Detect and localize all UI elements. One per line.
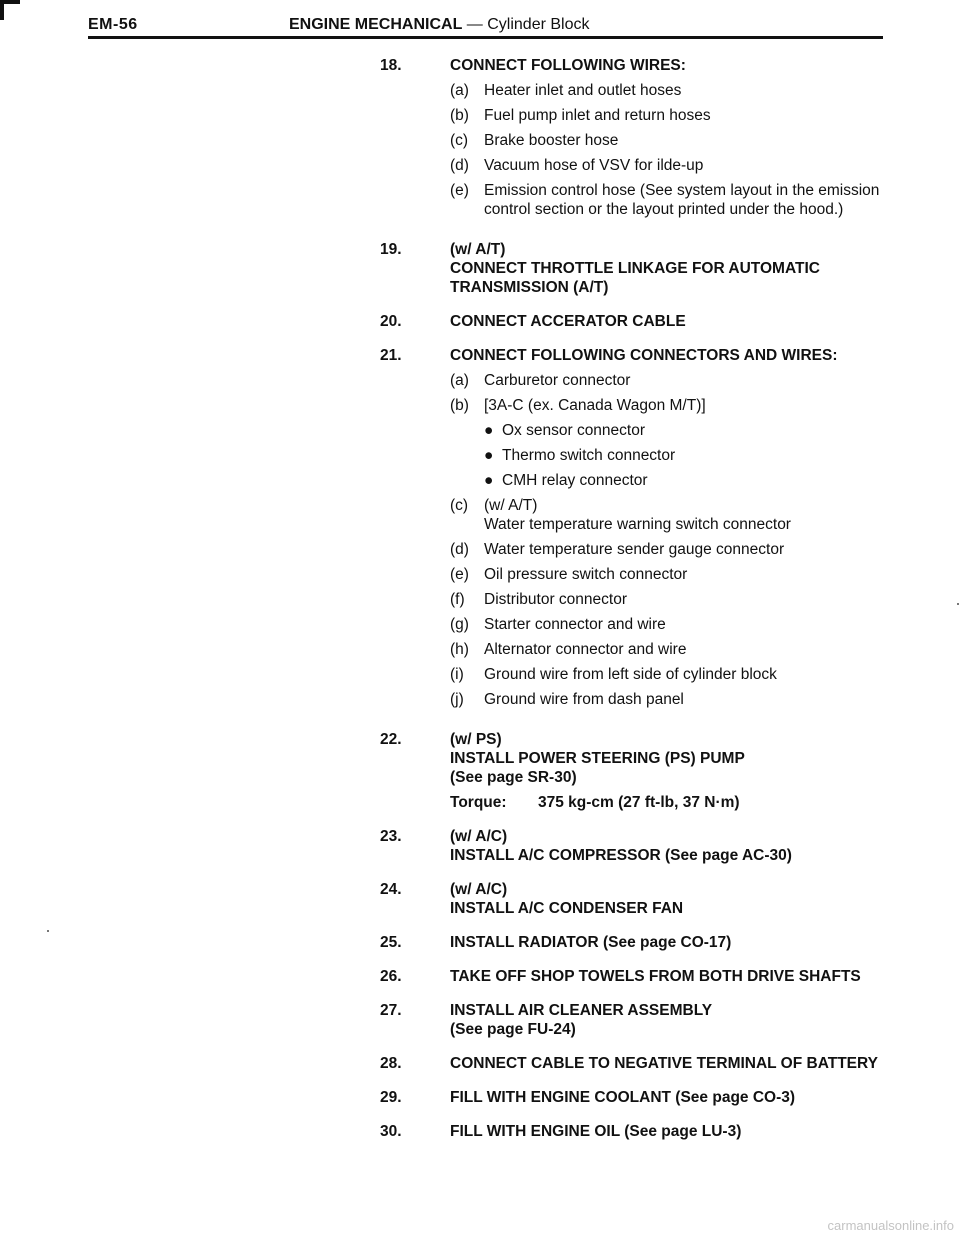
sub-item-text — [484, 396, 900, 415]
sub-item-text — [484, 106, 900, 125]
step-body — [450, 880, 900, 918]
sub-item-text-line: Brake booster hose — [484, 132, 619, 149]
step-heading-line: INSTALL RADIATOR (See page CO-17) — [450, 934, 732, 951]
step-number: 30. — [380, 1123, 402, 1140]
step-body — [450, 1088, 900, 1107]
watermark: carmanualsonline.info — [827, 1218, 954, 1233]
sub-item — [450, 640, 900, 659]
sub-item — [450, 181, 900, 219]
sub-item — [450, 371, 900, 390]
sub-item-text-line: Distributor connector — [484, 591, 628, 608]
sub-item — [450, 156, 900, 175]
sub-item — [450, 690, 900, 709]
step-heading-line: (See page SR-30) — [450, 769, 577, 786]
torque-value: 375 kg-cm (27 ft-lb, 37 N·m) — [538, 794, 740, 811]
sub-item-letter: (e) — [450, 182, 469, 199]
procedure-step — [380, 346, 900, 715]
sub-item — [450, 540, 900, 559]
step-heading-line: (See page FU-24) — [450, 1021, 576, 1038]
sub-item-text — [484, 690, 900, 709]
sub-item-list — [450, 371, 900, 709]
sub-item-letter: (a) — [450, 82, 469, 99]
sub-item-text — [484, 590, 900, 609]
corner-mark-horizontal — [0, 0, 20, 4]
step-number: 26. — [380, 968, 402, 985]
bullet-text: Ox sensor connector — [502, 422, 646, 439]
sub-item-text — [484, 665, 900, 684]
bullet-item — [484, 446, 900, 465]
scan-mark — [957, 603, 959, 605]
bullet-item — [484, 471, 900, 490]
step-body — [450, 730, 900, 812]
step-heading-line: (w/ PS) — [450, 731, 502, 748]
step-heading-line: CONNECT ACCERATOR CABLE — [450, 313, 686, 330]
sub-item — [450, 131, 900, 150]
sub-item-text-line: (w/ A/T) — [484, 497, 538, 514]
sub-item-letter: (i) — [450, 666, 464, 683]
step-number: 23. — [380, 828, 402, 845]
sub-item-text-line: Vacuum hose of VSV for ilde-up — [484, 157, 704, 174]
sub-item-text-line: Ground wire from dash panel — [484, 691, 684, 708]
procedure-step — [380, 827, 900, 865]
procedure-step — [380, 1054, 900, 1073]
step-body — [450, 967, 900, 986]
sub-item — [450, 396, 900, 415]
sub-item-text-line: Ground wire from left side of cylinder block — [484, 666, 777, 683]
section-title — [289, 16, 590, 34]
sub-item-letter: (g) — [450, 616, 469, 633]
bullet-icon: ● — [484, 472, 494, 489]
sub-item-text — [484, 565, 900, 584]
step-heading-line: (w/ A/C) — [450, 828, 508, 845]
step-number: 24. — [380, 881, 402, 898]
torque-label: Torque: — [450, 794, 507, 811]
step-body — [450, 240, 900, 297]
step-body — [450, 827, 900, 865]
sub-item-letter: (e) — [450, 566, 469, 583]
step-heading-line: INSTALL POWER STEERING (PS) PUMP — [450, 750, 745, 767]
step-heading-line: CONNECT THROTTLE LINKAGE FOR AUTOMATIC TRANSMISSION (A/T) — [450, 260, 820, 296]
sub-item-text — [484, 640, 900, 659]
step-heading-line: (w/ A/T) — [450, 241, 506, 258]
sub-item-letter: (b) — [450, 107, 469, 124]
bullet-icon: ● — [484, 447, 494, 464]
scan-mark — [47, 930, 49, 932]
sub-item-text-line: Starter connector and wire — [484, 616, 666, 633]
section-main: ENGINE MECHANICAL — [289, 16, 463, 33]
step-heading-line: (w/ A/C) — [450, 881, 508, 898]
step-number: 18. — [380, 57, 402, 74]
sub-item-letter: (d) — [450, 157, 469, 174]
procedure-step — [380, 312, 900, 331]
step-body — [450, 346, 900, 715]
step-number: 25. — [380, 934, 402, 951]
sub-item-letter: (f) — [450, 591, 465, 608]
sub-item — [450, 665, 900, 684]
step-heading-line: TAKE OFF SHOP TOWELS FROM BOTH DRIVE SHAFTS — [450, 968, 861, 985]
sub-item-text-line: Water temperature sender gauge connector — [484, 541, 785, 558]
sub-item-text — [484, 371, 900, 390]
procedure-step — [380, 730, 900, 812]
step-heading-line: CONNECT FOLLOWING WIRES: — [450, 57, 686, 74]
sub-item-letter: (a) — [450, 372, 469, 389]
step-number: 20. — [380, 313, 402, 330]
sub-item-text-line: Alternator connector and wire — [484, 641, 687, 658]
sub-item-text-line: Carburetor connector — [484, 372, 631, 389]
sub-item — [450, 81, 900, 100]
sub-item — [450, 496, 900, 534]
step-heading-line: INSTALL AIR CLEANER ASSEMBLY — [450, 1002, 713, 1019]
procedure-step — [380, 1001, 900, 1039]
sub-item — [450, 590, 900, 609]
sub-item-letter: (j) — [450, 691, 464, 708]
sub-item-text — [484, 81, 900, 100]
step-number: 22. — [380, 731, 402, 748]
procedure-step — [380, 240, 900, 297]
bullet-icon: ● — [484, 422, 494, 439]
step-heading-line: INSTALL A/C COMPRESSOR (See page AC-30) — [450, 847, 792, 864]
sub-item-list — [450, 81, 900, 219]
sub-item-text — [484, 156, 900, 175]
sub-item — [450, 565, 900, 584]
procedure-steps — [380, 56, 900, 1156]
step-number: 29. — [380, 1089, 402, 1106]
sub-item-letter: (d) — [450, 541, 469, 558]
sub-item-text — [484, 181, 900, 219]
step-heading-line: CONNECT FOLLOWING CONNECTORS AND WIRES: — [450, 347, 838, 364]
step-heading-line: CONNECT CABLE TO NEGATIVE TERMINAL OF BATTERY — [450, 1055, 878, 1072]
page-id: EM-56 — [88, 16, 138, 33]
sub-item-text — [484, 131, 900, 150]
sub-item-text-line: Water temperature warning switch connector — [484, 516, 791, 533]
step-body — [450, 56, 900, 225]
sub-item-text-line: Oil pressure switch connector — [484, 566, 688, 583]
step-heading-line: FILL WITH ENGINE COOLANT (See page CO-3) — [450, 1089, 796, 1106]
sub-item-text — [484, 615, 900, 634]
procedure-step — [380, 880, 900, 918]
procedure-step — [380, 1122, 900, 1141]
sub-item-letter: (h) — [450, 641, 469, 658]
sub-item-text-line: Fuel pump inlet and return hoses — [484, 107, 711, 124]
bullet-text: CMH relay connector — [502, 472, 648, 489]
procedure-step — [380, 933, 900, 952]
sub-item-text — [484, 496, 900, 534]
procedure-step — [380, 967, 900, 986]
sub-item-text-line: Heater inlet and outlet hoses — [484, 82, 682, 99]
step-number: 21. — [380, 347, 402, 364]
bullet-item — [484, 421, 900, 440]
step-body — [450, 933, 900, 952]
section-sub: — Cylinder Block — [466, 16, 590, 33]
sub-item-text — [484, 540, 900, 559]
step-number: 19. — [380, 241, 402, 258]
sub-item-letter: (b) — [450, 397, 469, 414]
sub-item-letter: (c) — [450, 497, 469, 514]
sub-item — [450, 106, 900, 125]
step-heading-line: INSTALL A/C CONDENSER FAN — [450, 900, 684, 917]
sub-item-letter: (c) — [450, 132, 469, 149]
sub-item — [450, 615, 900, 634]
bullet-text: Thermo switch connector — [502, 447, 676, 464]
procedure-step — [380, 1088, 900, 1107]
step-body — [450, 1001, 900, 1039]
step-heading-line: FILL WITH ENGINE OIL (See page LU-3) — [450, 1123, 742, 1140]
sub-item-text-line: Emission control hose (See system layout in the emission control section or the layout printed under the hood.) — [484, 182, 880, 218]
procedure-step — [380, 56, 900, 225]
sub-item-text-line: [3A-C (ex. Canada Wagon M/T)] — [484, 397, 706, 414]
step-number: 28. — [380, 1055, 402, 1072]
header-rule — [88, 36, 883, 39]
step-body — [450, 312, 900, 331]
torque-spec — [450, 793, 900, 812]
step-body — [450, 1122, 900, 1141]
step-body — [450, 1054, 900, 1073]
step-number: 27. — [380, 1002, 402, 1019]
